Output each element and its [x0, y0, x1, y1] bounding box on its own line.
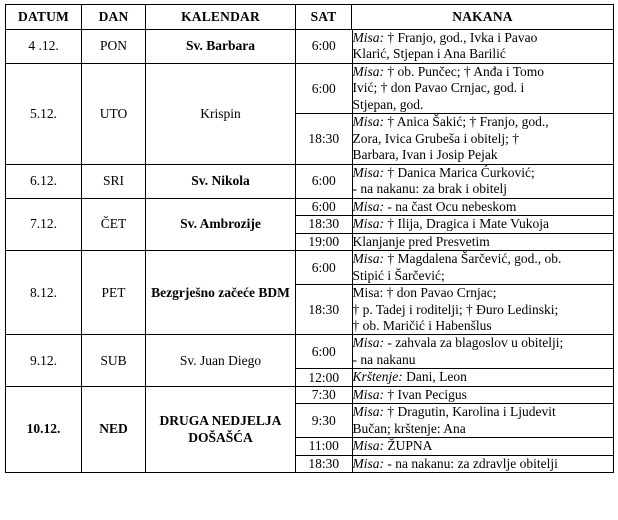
table-row [6, 335, 614, 386]
intention-text: Stipić i Šarčević; [352, 267, 445, 283]
entry-row [296, 199, 614, 216]
intention-lead: Misa: [352, 216, 384, 232]
intention-text: Misa: † don Pavao Crnjac; [352, 285, 497, 301]
entry-row [296, 404, 614, 438]
cell-datum: 7.12. [6, 198, 82, 250]
intention-lead: Misa: [352, 63, 384, 79]
header-nakana: NAKANA [352, 5, 614, 30]
entry-row [296, 165, 614, 198]
cell-times-intentions [296, 30, 614, 64]
intention-lead: Misa: [352, 335, 384, 351]
entry-time: 9:30 [296, 404, 352, 438]
cell-datum: 9.12. [6, 335, 82, 386]
entry-intention [352, 199, 614, 216]
intention-lead: Misa: [352, 404, 384, 420]
intention-line [353, 387, 615, 403]
table-row [6, 164, 614, 198]
table-body [6, 30, 614, 473]
intention-line [353, 64, 615, 80]
entry-row [296, 369, 614, 386]
intention-lead: Misa: [352, 251, 384, 267]
cell-kalendar: Sv. Juan Diego [146, 335, 296, 386]
intention-text: † Danica Marica Ćurković; [384, 164, 535, 180]
intention-text: - na nakanu [352, 351, 416, 367]
intention-line [353, 216, 615, 232]
header-datum: DATUM [6, 5, 82, 30]
cell-times-intentions [296, 198, 614, 250]
entry-intention [352, 369, 614, 386]
intention-line [353, 335, 615, 351]
cell-times-intentions [296, 251, 614, 335]
intention-line [353, 352, 615, 368]
intention-text: † ob. Punčec; † Anđa i Tomo [384, 63, 545, 79]
entry-row [296, 64, 614, 114]
cell-kalendar: Bezgrješno začeće BDM [146, 251, 296, 335]
cell-dan: NED [82, 386, 146, 472]
entry-intention [352, 165, 614, 198]
intention-text: ŽUPNA [384, 438, 433, 454]
intention-lead: Misa: [352, 164, 384, 180]
intention-line [353, 114, 615, 130]
table-row [6, 30, 614, 64]
mass-schedule-table [5, 4, 614, 473]
header-kalendar: KALENDAR [146, 5, 296, 30]
intention-line [353, 421, 615, 437]
cell-dan: PET [82, 251, 146, 335]
entry-time: 6:00 [296, 30, 352, 63]
intention-text: † Magdalena Šarčević, god., ob. [384, 251, 562, 267]
table-row [6, 251, 614, 335]
intention-text: Dani, Leon [402, 369, 467, 385]
cell-datum: 10.12. [6, 386, 82, 472]
entry-intention [352, 251, 614, 284]
entries-table [296, 165, 614, 198]
entry-row [296, 114, 614, 164]
entries-table [296, 30, 614, 63]
cell-dan: SRI [82, 164, 146, 198]
entry-intention [352, 114, 614, 164]
intention-lead: Misa: [352, 386, 384, 402]
entry-row [296, 251, 614, 284]
intention-lead: Misa: [352, 30, 384, 45]
intention-text: † Ivan Pecigus [384, 386, 467, 402]
entry-intention [352, 438, 614, 455]
intention-line [353, 251, 615, 267]
entry-time: 12:00 [296, 369, 352, 386]
intention-text: Klanjanje pred Presvetim [352, 233, 490, 249]
entry-time: 6:00 [296, 165, 352, 198]
cell-times-intentions [296, 63, 614, 164]
intention-text: - zahvala za blagoslov u obitelji; [384, 335, 564, 351]
entry-intention [352, 233, 614, 250]
cell-dan: PON [82, 30, 146, 64]
intention-text: Stjepan, god. [352, 96, 424, 112]
intention-line [353, 438, 615, 454]
entries-table [296, 387, 614, 472]
intention-lead: Misa: [352, 198, 384, 214]
table-row [6, 198, 614, 250]
table-row [6, 63, 614, 164]
cell-datum: 6.12. [6, 164, 82, 198]
intention-lead: Krštenje: [352, 369, 403, 385]
intention-line [353, 302, 615, 318]
entry-intention [352, 455, 614, 472]
entry-time: 18:30 [296, 455, 352, 472]
entry-intention [352, 335, 614, 368]
cell-times-intentions [296, 335, 614, 386]
cell-dan: UTO [82, 63, 146, 164]
entry-time: 6:00 [296, 335, 352, 368]
intention-text: Zora, Ivica Grubeša i obitelj; † [352, 130, 519, 146]
entry-time: 7:30 [296, 387, 352, 404]
table-row [6, 386, 614, 472]
cell-dan: SUB [82, 335, 146, 386]
intention-text: † p. Tadej i roditelji; † Đuro Ledinski; [352, 301, 559, 317]
entry-time: 11:00 [296, 438, 352, 455]
intention-line [353, 285, 615, 301]
cell-kalendar: Krispin [146, 63, 296, 164]
entry-row [296, 335, 614, 368]
intention-line [353, 131, 615, 147]
intention-text: - na nakanu: za brak i obitelj [352, 181, 507, 197]
entry-intention [352, 285, 614, 335]
intention-text: † Franjo, god., Ivka i Pavao [384, 30, 538, 45]
cell-kalendar: Sv. Barbara [146, 30, 296, 64]
entry-row [296, 387, 614, 404]
intention-line [353, 234, 615, 250]
entry-row [296, 285, 614, 335]
cell-times-intentions [296, 386, 614, 472]
cell-kalendar: Sv. Nikola [146, 164, 296, 198]
entry-row [296, 233, 614, 250]
entry-time: 18:30 [296, 114, 352, 164]
header-row [6, 5, 614, 30]
intention-text: Bučan; krštenje: Ana [352, 420, 466, 436]
intention-line [353, 369, 615, 385]
entry-time: 6:00 [296, 64, 352, 114]
entry-time: 19:00 [296, 233, 352, 250]
intention-text: † ob. Maričić i Habenšlus [352, 317, 492, 333]
intention-text: Klarić, Stjepan i Ana Barilić [352, 46, 506, 62]
cell-times-intentions [296, 164, 614, 198]
cell-datum: 8.12. [6, 251, 82, 335]
intention-text: - na nakanu: za zdravlje obitelji [384, 455, 558, 471]
intention-lead: Misa: [352, 114, 384, 130]
entry-time: 18:30 [296, 216, 352, 233]
header-dan: DAN [82, 5, 146, 30]
entry-row [296, 438, 614, 455]
intention-line [353, 268, 615, 284]
entries-table [296, 64, 614, 164]
intention-line [353, 404, 615, 420]
intention-line [353, 46, 615, 62]
intention-line [353, 318, 615, 334]
entry-time: 18:30 [296, 285, 352, 335]
entry-intention [352, 30, 614, 63]
entry-intention [352, 404, 614, 438]
entry-intention [352, 64, 614, 114]
intention-text: † Ilija, Dragica i Mate Vukoja [384, 216, 550, 232]
intention-text: † Anica Šakić; † Franjo, god., [384, 114, 549, 130]
intention-line [353, 199, 615, 215]
entry-intention [352, 387, 614, 404]
intention-lead: Misa: [352, 455, 384, 471]
cell-datum: 5.12. [6, 63, 82, 164]
intention-text: † Dragutin, Karolina i Ljudevit [384, 404, 556, 420]
header-sat: SAT [296, 5, 352, 30]
cell-datum: 4 .12. [6, 30, 82, 64]
intention-line [353, 181, 615, 197]
entries-table [296, 199, 614, 250]
intention-line [353, 97, 615, 113]
entries-table [296, 251, 614, 334]
intention-line [353, 30, 615, 46]
intention-line [353, 147, 615, 163]
entry-time: 6:00 [296, 199, 352, 216]
entry-row [296, 455, 614, 472]
entry-row [296, 30, 614, 63]
cell-dan: ČET [82, 198, 146, 250]
intention-line [353, 165, 615, 181]
cell-kalendar: Sv. Ambrozije [146, 198, 296, 250]
intention-text: - na čast Ocu nebeskom [384, 198, 517, 214]
intention-line [353, 80, 615, 96]
table-header [6, 5, 614, 30]
intention-text: Barbara, Ivan i Josip Pejak [352, 147, 498, 163]
intention-line [353, 456, 615, 472]
intention-lead: Misa: [352, 438, 384, 454]
entry-row [296, 216, 614, 233]
intention-text: Ivić; † don Pavao Crnjac, god. i [352, 80, 525, 96]
entries-table [296, 335, 614, 385]
cell-kalendar: DRUGA NEDJELJA DOŠAŠĆA [146, 386, 296, 472]
entry-intention [352, 216, 614, 233]
entry-time: 6:00 [296, 251, 352, 284]
